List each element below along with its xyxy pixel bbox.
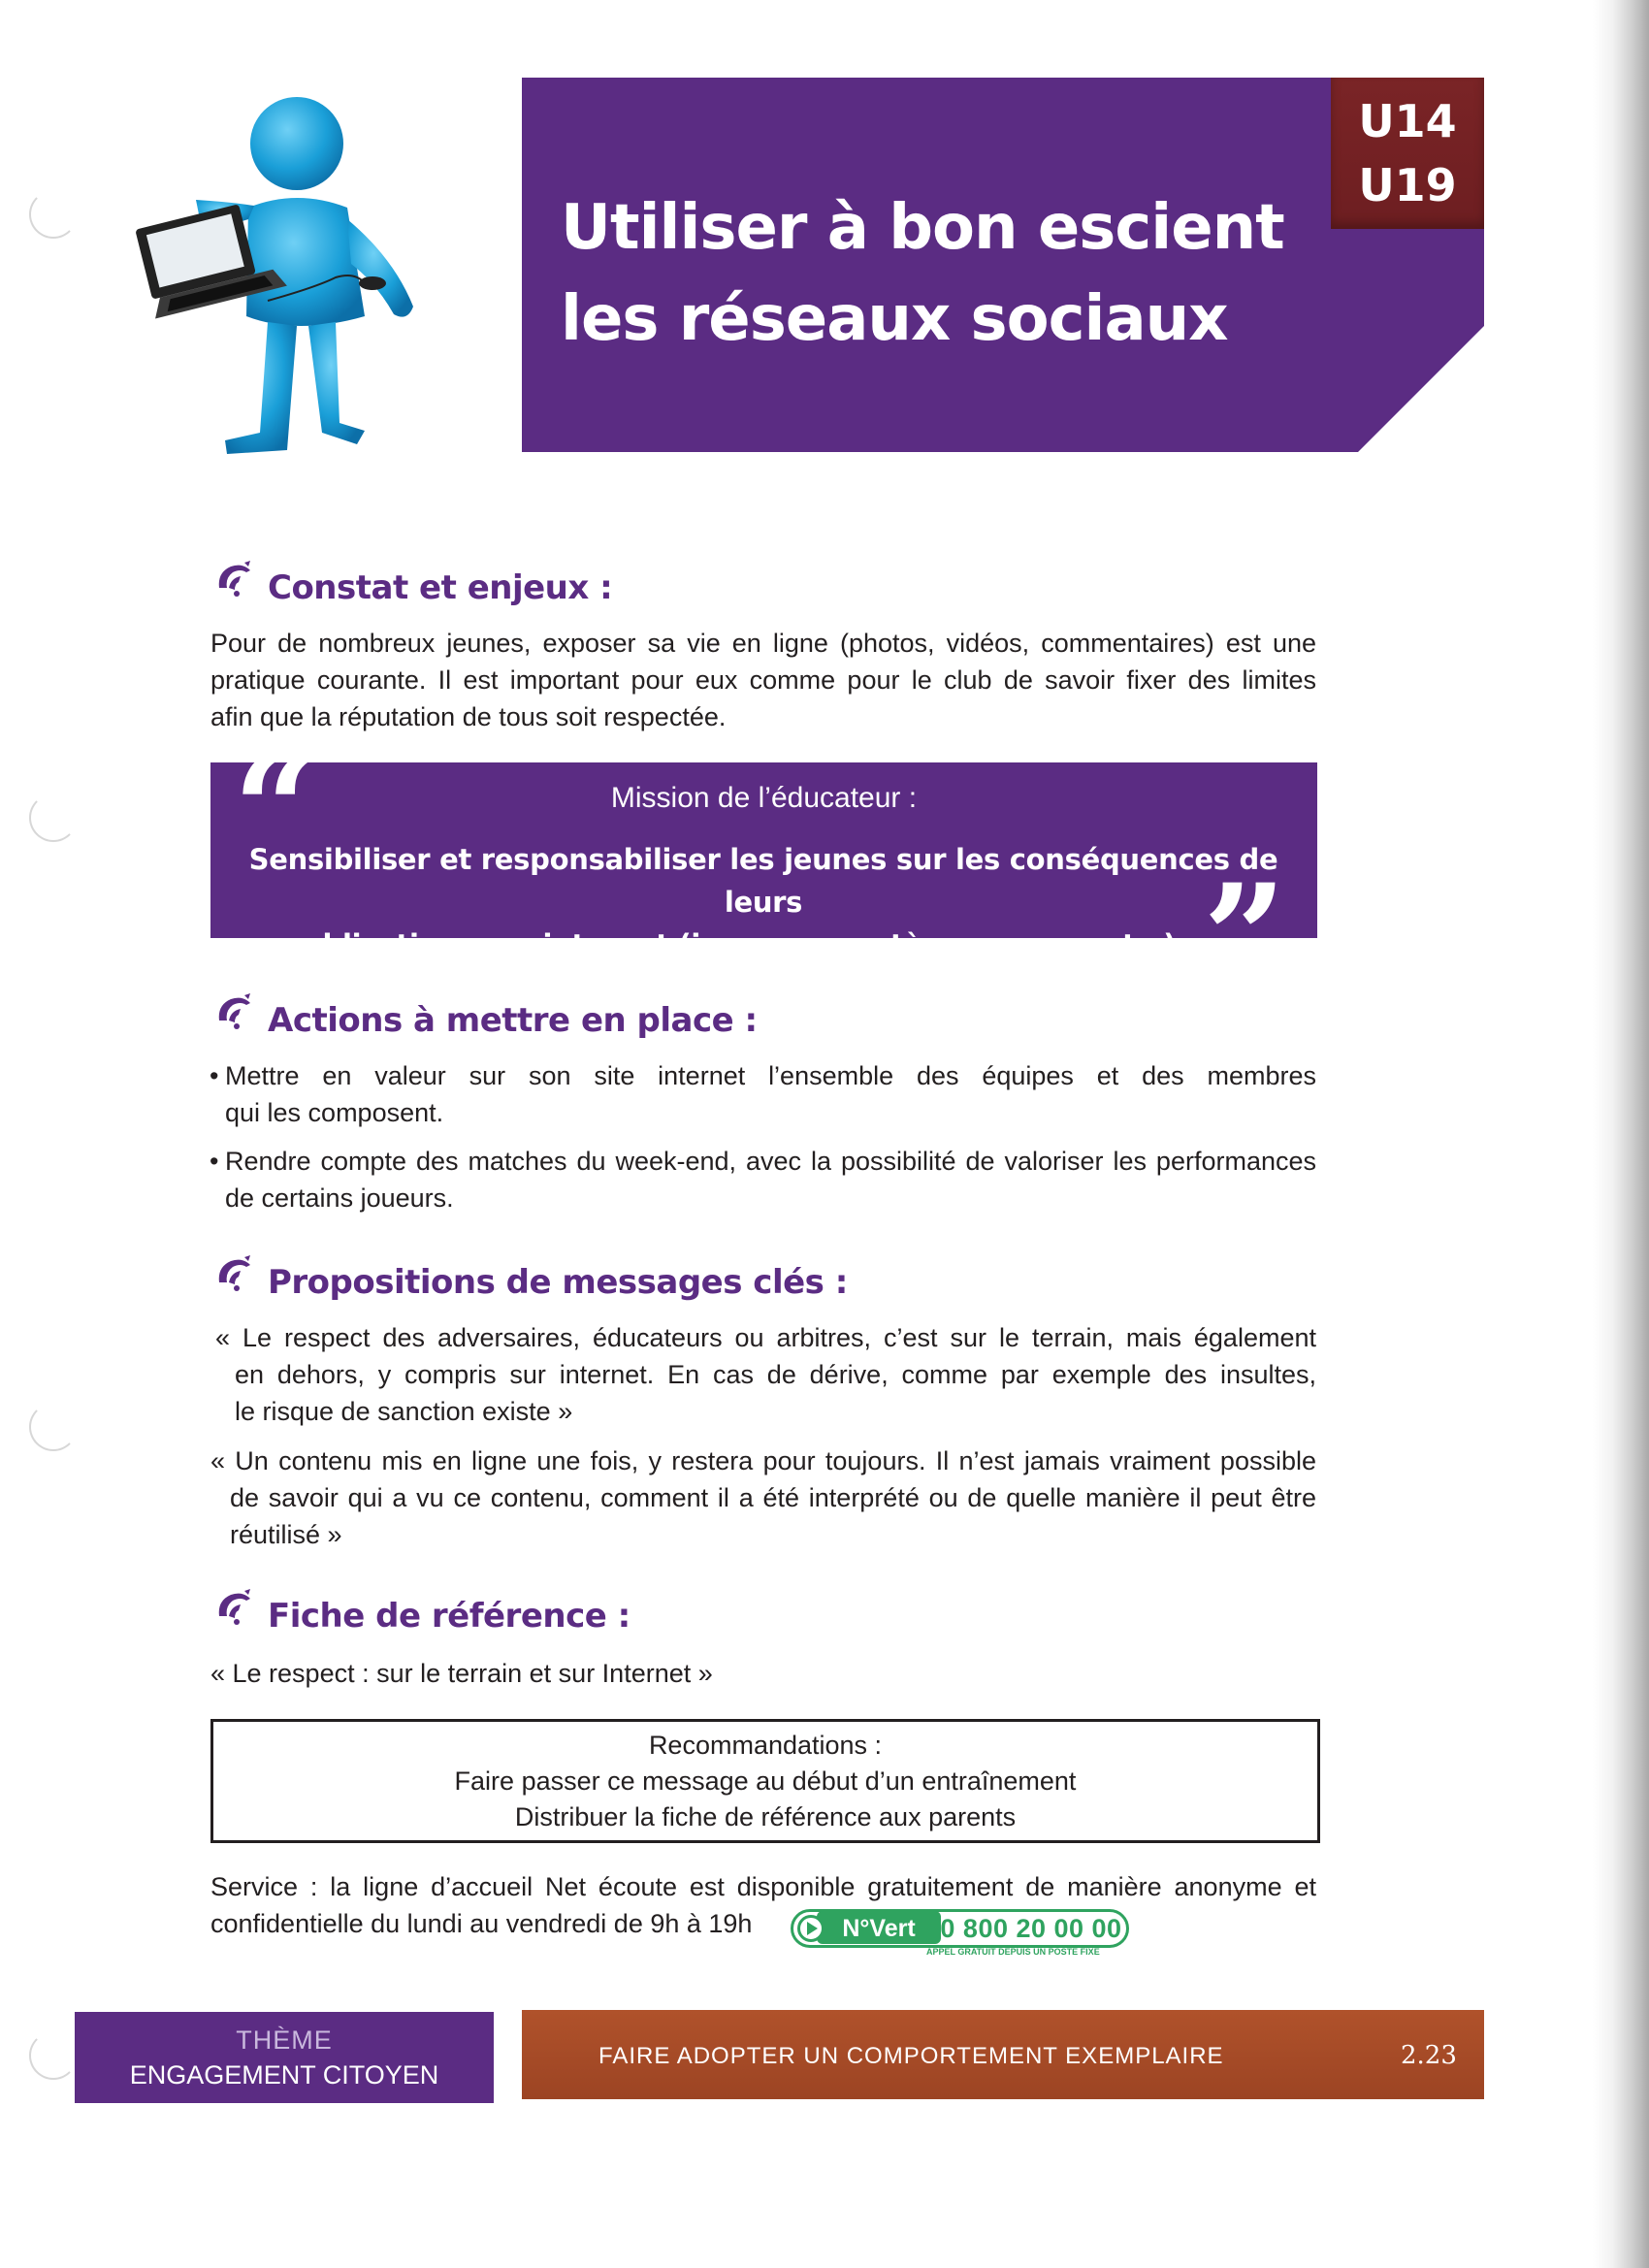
page-title-line: Utiliser à bon escient [561, 192, 1284, 264]
section-title-actions: Actions à mettre en place : [268, 1001, 758, 1040]
numero-vert-badge [791, 1909, 1129, 1948]
constat-line: Pour de nombreux jeunes, exposer sa vie en ligne (photos, vidéos, commentaires) est une [210, 629, 1316, 658]
section-title-constat: Constat et enjeux : [268, 568, 613, 607]
binder-hole [29, 794, 78, 842]
message-line: le risque de sanction existe » [235, 1397, 573, 1426]
section-title-reference: Fiche de référence : [268, 1597, 630, 1636]
action-line: de certains joueurs. [225, 1183, 454, 1213]
message-line: « Le respect des adversaires, éducateurs ou arbitres, c’est sur le terrain, mais également [215, 1323, 1316, 1352]
mission-line: Sensibiliser et responsabiliser les jeunes sur les conséquences de leurs [248, 843, 1278, 919]
constat-line: afin que la réputation de tous soit respectée. [210, 702, 727, 731]
age-group-badge [1331, 78, 1484, 229]
message-line: en dehors, y compris sur internet. En cas de dérive, comme par exemple des insultes, [235, 1360, 1316, 1389]
mission-statement [215, 838, 1311, 966]
message-item [215, 1319, 1316, 1430]
action-line: Mettre en valeur sur son site internet l’ensemble des équipes et des membres [225, 1061, 1316, 1090]
rooster-icon [213, 1587, 256, 1630]
action-item [210, 1143, 1316, 1216]
numero-vert-note: APPEL GRATUIT DEPUIS UN POSTE FIXE [926, 1947, 1100, 1957]
numero-vert-number: 0 800 20 00 00 [940, 1914, 1122, 1943]
rooster-icon [213, 1253, 256, 1296]
action-line: qui les composent. [225, 1098, 444, 1127]
section-title-messages: Propositions de messages clés : [268, 1263, 848, 1302]
message-line: de savoir qui a vu ce contenu, comment il a été interprété ou de quelle manière il peut être [230, 1483, 1316, 1512]
action-line: Rendre compte des matches du week-end, avec la possibilité de valoriser les performances [225, 1147, 1316, 1176]
binder-hole [29, 2031, 78, 2080]
service-line: confidentielle du lundi au vendredi de 9h à 19h [210, 1909, 753, 1938]
close-quote-mark: ” [1203, 853, 1287, 1023]
mission-line: publications sur internet (image, caractère permanent…) [282, 928, 1177, 961]
scan-edge-shadow [1593, 0, 1649, 2268]
bullet-mark: • [210, 1061, 219, 1090]
age-group-label: U19 [1358, 159, 1457, 211]
open-quote-mark: “ [233, 725, 317, 895]
mission-label: Mission de l’éducateur : [610, 782, 918, 814]
service-paragraph [210, 1868, 1316, 1942]
binder-hole [29, 1403, 78, 1451]
age-group-label: U14 [1358, 95, 1457, 147]
play-arrow-icon [797, 1915, 824, 1942]
footer-band-text: FAIRE ADOPTER UN COMPORTEMENT EXEMPLAIRE [598, 2043, 1224, 2069]
action-item [210, 1057, 1316, 1131]
reference-text: « Le respect : sur le terrain et sur Internet » [210, 1659, 713, 1688]
page-title-line: les réseaux sociaux [561, 283, 1228, 355]
theme-label: THÈME [236, 2025, 333, 2055]
recommendation-line: Faire passer ce message au début d’un entraînement [454, 1766, 1077, 1796]
recommendations-title: Recommandations : [648, 1731, 883, 1760]
theme-value: ENGAGEMENT CITOYEN [129, 2060, 439, 2090]
page-title [561, 182, 1298, 365]
page-number: 2.23 [1401, 2041, 1457, 2070]
banner-corner-cut [1358, 324, 1486, 452]
rooster-icon [213, 991, 256, 1034]
rooster-icon [213, 559, 256, 601]
service-line: Service : la ligne d’accueil Net écoute est disponible gratuitement de manière anonyme et [210, 1872, 1316, 1901]
constat-paragraph [210, 625, 1316, 735]
binder-hole [29, 190, 78, 239]
recommendation-line: Distribuer la fiche de référence aux parents [514, 1802, 1017, 1831]
numero-vert-label: N°Vert [817, 1911, 941, 1944]
message-line: « Un contenu mis en ligne une fois, y restera pour toujours. Il n’est jamais vraiment possible [210, 1446, 1316, 1475]
constat-line: pratique courante. Il est important pour eux comme pour le club de savoir fixer des limites [210, 665, 1316, 695]
recommendations-box [210, 1719, 1320, 1843]
message-line: réutilisé » [230, 1520, 342, 1549]
message-item [210, 1442, 1316, 1553]
person-with-laptop-icon [132, 93, 433, 458]
bullet-mark: • [210, 1147, 219, 1176]
